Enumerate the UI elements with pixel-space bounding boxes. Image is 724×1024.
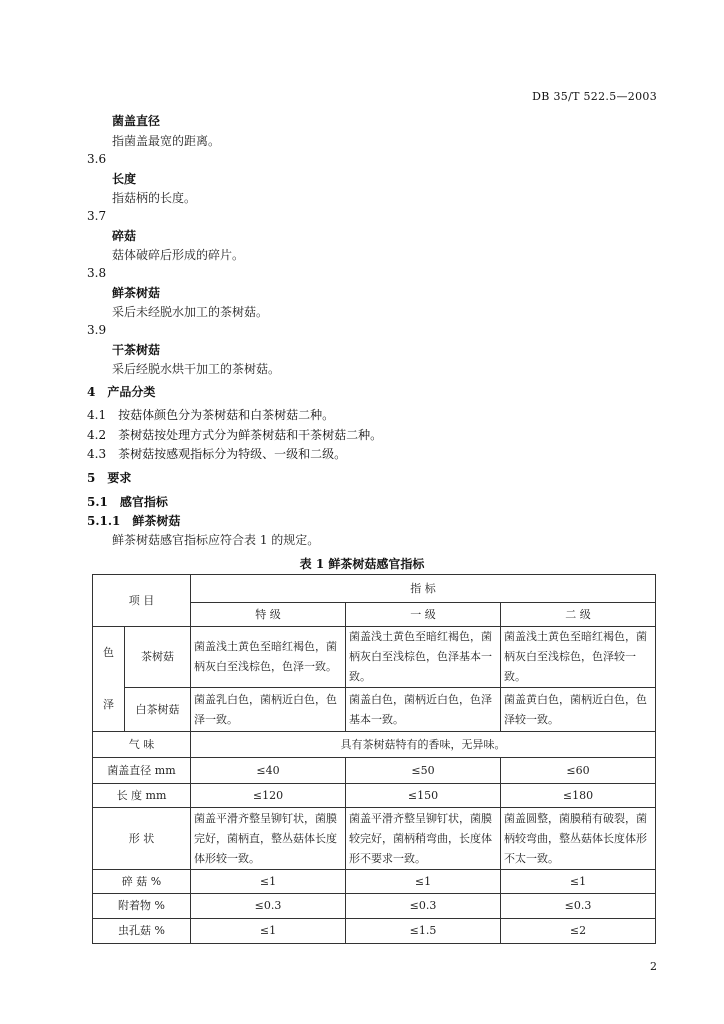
table-cell: 菌盖平滑齐整呈铆钉状，菌膜较完好，菌柄稍弯曲，长度体形不要求一致。 (346, 808, 501, 870)
row-label: 附着物 % (93, 894, 191, 919)
row-label: 长 度 mm (93, 784, 191, 808)
list-item: 4.2 茶树菇按处理方式分为鲜茶树菇和干茶树菇二种。 (87, 428, 383, 442)
table-cell: 菌盖浅土黄色至暗红褐色，菌柄灰白至浅棕色，色泽基本一致。 (346, 627, 501, 688)
subsection-heading: 5.1.1 鲜茶树菇 (87, 514, 181, 528)
row-label: 气 味 (93, 732, 191, 758)
section-heading: 4 产品分类 (87, 385, 156, 399)
table-cell: ≤1 (191, 870, 346, 894)
table-cell: 菌盖圆整，菌膜稍有破裂，菌柄较弯曲，整丛菇体长度体形不太一致。 (501, 808, 656, 870)
table-cell: ≤1 (346, 870, 501, 894)
table-row (93, 919, 656, 944)
table-cell: 菌盖浅土黄色至暗红褐色，菌柄灰白至浅棕色，色泽一致。 (191, 627, 346, 688)
table-row (93, 784, 656, 808)
table-row (93, 688, 656, 732)
table-cell: ≤150 (346, 784, 501, 808)
list-item: 4.3 茶树菇按感观指标分为特级、一级和二级。 (87, 447, 347, 461)
table-cell: ≤180 (501, 784, 656, 808)
table-cell: ≤1 (191, 919, 346, 944)
table-cell: ≤50 (346, 758, 501, 784)
def-dried: 采后经脱水烘干加工的茶树菇。 (112, 362, 281, 376)
table-cell: 菌盖浅土黄色至暗红褐色，菌柄灰白至浅棕色，色泽较一致。 (501, 627, 656, 688)
table-cell: ≤1 (501, 870, 656, 894)
section-heading: 5 要求 (87, 471, 132, 485)
table-cell: 菌盖乳白色，菌柄近白色，色泽一致。 (191, 688, 346, 732)
table-title: 表 1 鲜茶树菇感官指标 (299, 557, 425, 571)
table-cell: 菌盖白色，菌柄近白色，色泽基本一致。 (346, 688, 501, 732)
grade-first: 一 级 (346, 603, 501, 627)
table-cell: ≤120 (191, 784, 346, 808)
clause-number: 3.9 (87, 323, 107, 337)
row-label: 形 状 (93, 808, 191, 870)
row-label: 茶树菇 (125, 627, 191, 688)
table-cell: ≤2 (501, 919, 656, 944)
page-number: 2 (650, 960, 657, 973)
term-dried: 干茶树菇 (112, 343, 161, 357)
color-label: 泽 (103, 698, 114, 711)
term-cap-diameter: 菌盖直径 (112, 114, 161, 128)
grade-second: 二 级 (501, 603, 656, 627)
def-broken: 菇体破碎后形成的碎片。 (112, 248, 245, 262)
table-row (93, 808, 656, 870)
document-header: DB 35/T 522.5—2003 (532, 90, 657, 103)
table-cell: 具有茶树菇特有的香味，无异味。 (191, 732, 656, 758)
term-length: 长度 (112, 172, 137, 186)
row-label: 白茶树菇 (125, 688, 191, 732)
row-label: 碎 菇 % (93, 870, 191, 894)
color-label-cell (93, 627, 125, 732)
def-cap-diameter: 指菌盖最宽的距离。 (112, 134, 221, 148)
table-cell: ≤60 (501, 758, 656, 784)
table-row (93, 894, 656, 919)
table-cell: 菌盖平滑齐整呈铆钉状，菌膜完好，菌柄直，整丛菇体长度体形较一致。 (191, 808, 346, 870)
table-cell: ≤0.3 (346, 894, 501, 919)
table-cell: ≤1.5 (346, 919, 501, 944)
clause-number: 3.8 (87, 266, 107, 280)
table-row (93, 758, 656, 784)
table-cell: ≤0.3 (501, 894, 656, 919)
color-label: 色 (103, 646, 114, 659)
paragraph: 鲜茶树菇感官指标应符合表 1 的规定。 (112, 533, 320, 547)
def-length: 指菇柄的长度。 (112, 191, 197, 205)
clause-number: 3.7 (87, 209, 107, 223)
table-row (93, 627, 656, 688)
table-row (93, 732, 656, 758)
subsection-heading: 5.1 感官指标 (87, 495, 168, 509)
table-row (93, 870, 656, 894)
table-cell: ≤40 (191, 758, 346, 784)
term-broken: 碎菇 (112, 229, 137, 243)
row-label: 菌盖直径 mm (93, 758, 191, 784)
term-fresh: 鲜茶树菇 (112, 286, 161, 300)
header-index: 指 标 (191, 575, 656, 603)
row-label: 虫孔菇 % (93, 919, 191, 944)
sensory-table (92, 574, 656, 944)
def-fresh: 采后未经脱水加工的茶树菇。 (112, 305, 269, 319)
grade-special: 特 级 (191, 603, 346, 627)
header-item: 项 目 (93, 575, 191, 627)
clause-number: 3.6 (87, 152, 107, 166)
table-cell: ≤0.3 (191, 894, 346, 919)
table-cell: 菌盖黄白色，菌柄近白色，色泽较一致。 (501, 688, 656, 732)
list-item: 4.1 按菇体颜色分为茶树菇和白茶树菇二种。 (87, 408, 335, 422)
